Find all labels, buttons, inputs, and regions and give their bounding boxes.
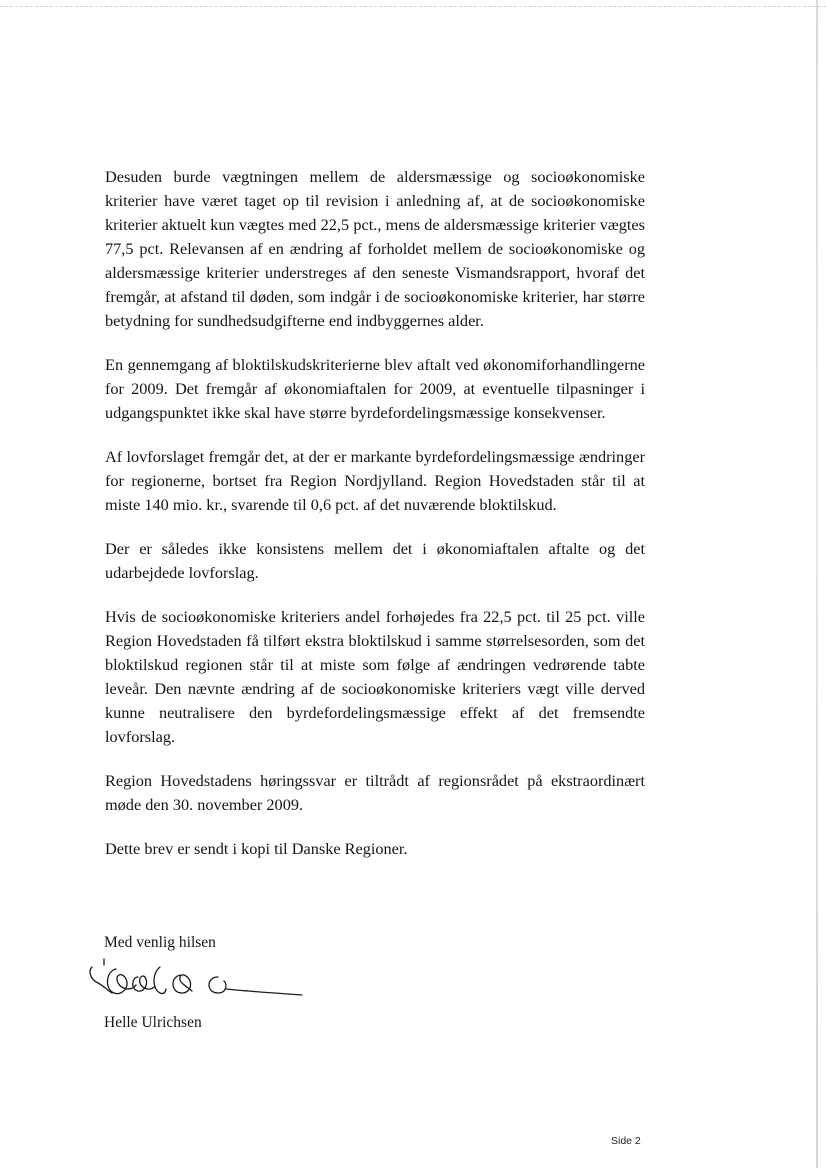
signer-name: Helle Ulrichsen xyxy=(104,1014,202,1031)
paragraph-bill-effects: Af lovforslaget fremgår det, at der er markante byrdefordelingsmæssige ændringer for regionerne, bortset fra Region Nordjylland. Region Hovedstaden står til at miste 140 mio. kr., svarende til 0,6 pct. af det nuværende bloktilskud. xyxy=(105,447,645,514)
scan-edge-top xyxy=(0,0,826,7)
paragraph-approval: Region Hovedstadens høringssvar er tiltrådt af regionsrådet på ekstraordinært møde den 30. november 2009. xyxy=(105,771,645,814)
closing-salutation: Med venlig hilsen xyxy=(104,934,216,951)
paragraph-proposal: Hvis de socioøkonomiske kriteriers andel forhøjedes fra 22,5 pct. til 25 pct. ville Region Hovedstaden få tilført ekstra bloktilskud i samme størrelsesorden, som det bloktilskud regionen står til at miste som følge af ændringen vedrørende tabte leveår. Den nævnte ændring af de socioøkonomiske kriteriers vægt ville derved kunne neutralisere den byrdefordelingsmæssige effekt af det fremsendte lovforslag. xyxy=(105,607,645,746)
scan-edge-right xyxy=(816,0,818,1168)
paragraph-review: En gennemgang af bloktilskudskriterierne blev aftalt ved økonomiforhandlingerne for 2009. Det fremgår af økonomiaftalen for 2009, at eventuelle tilpasninger i udgangspunktet ikke skal have større byrdefordelingsmæssige konsekvenser. xyxy=(105,355,645,422)
paragraph-weighting: Desuden burde vægtningen mellem de aldersmæssige og socioøkonomiske kriterier have været taget op til revision i anledning af, at de socioøkonomiske kriterier aktuelt kun vægtes med 22,5 pct., mens de aldersmæssige kriterier vægtes 77,5 pct. Relevansen af en ændring af forholdet mellem de socioøkonomiske og aldersmæssige kriterier understreges af den seneste Vismandsrapport, hvoraf det fremgår, at afstand til døden, som indgår i de socioøkonomiske kriterier, har større betydning for sundhedsudgifterne end indbyggernes alder. xyxy=(105,167,645,330)
paragraph-copy-note: Dette brev er sendt i kopi til Danske Regioner. xyxy=(105,839,408,858)
page-number: Side 2 xyxy=(611,1135,641,1147)
handwritten-signature xyxy=(84,955,310,1015)
letter-body xyxy=(105,165,645,881)
paragraph-consistency: Der er således ikke konsistens mellem det i økonomiaftalen aftalte og det udarbejdede lovforslag. xyxy=(105,539,645,582)
